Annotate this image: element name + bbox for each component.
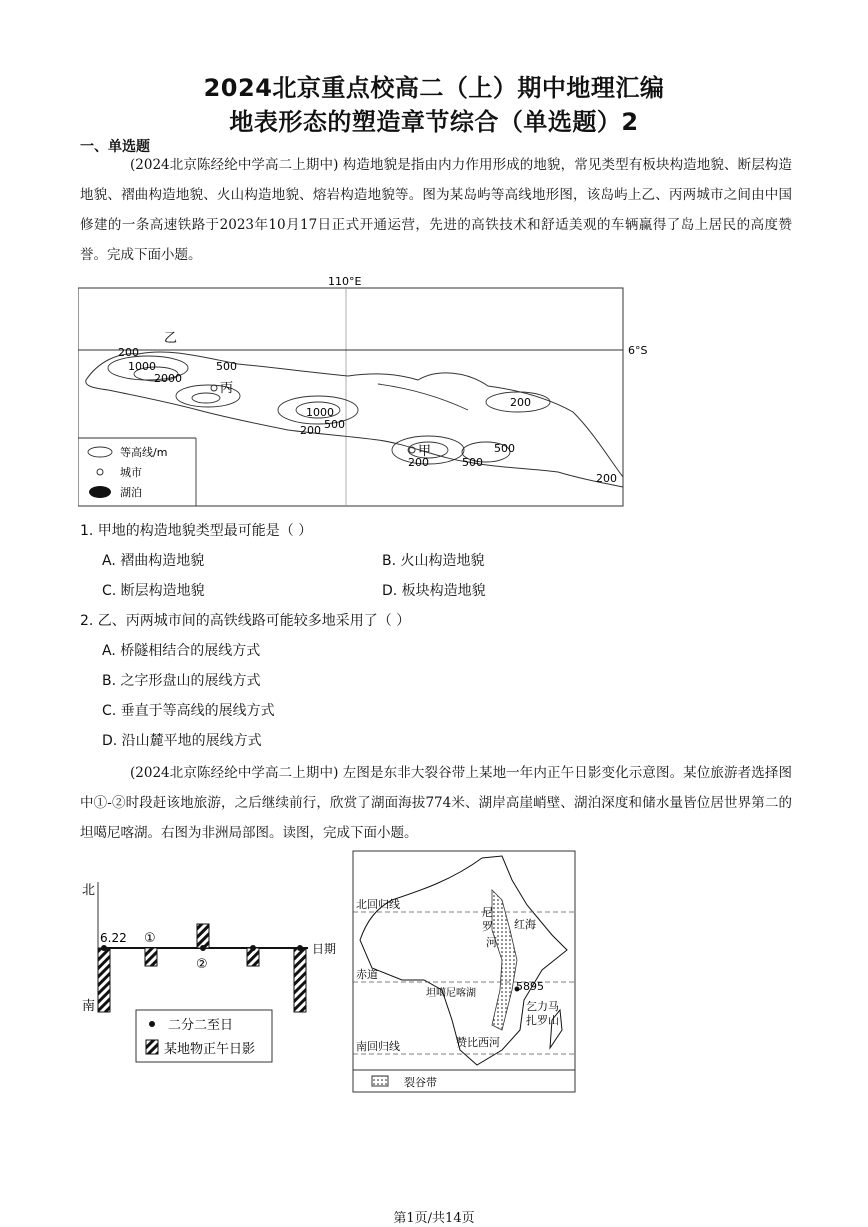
q2-option-a[interactable]: A. 桥隧相结合的展线方式 [102, 643, 261, 659]
shadow-bar [197, 924, 209, 948]
question-2-stem: 2. 乙、丙两城市间的高铁线路可能较多地采用了（ ） [80, 613, 411, 629]
contour-label: 2000 [154, 372, 182, 385]
question-1-stem: 1. 甲地的构造地貌类型最可能是（ ） [80, 523, 313, 539]
contour-label: 1000 [128, 360, 156, 373]
nile-label-3: 河 [486, 936, 497, 949]
nile-label-1: 尼 [482, 906, 493, 919]
axis-date-label: 日期 [312, 942, 337, 956]
doc-title-line2: 地表形态的塑造章节综合（单选题）2 [229, 108, 639, 136]
tropic-n-label: 北回归线 [356, 898, 400, 911]
solstice-dot [297, 945, 303, 951]
solstice-dot [200, 945, 206, 951]
contour-label: 200 [596, 472, 617, 485]
legend-dot-icon [149, 1021, 155, 1027]
rift-legend-label: 裂谷带 [404, 1076, 437, 1089]
contour-label: 500 [324, 418, 345, 431]
legend-lake-label: 湖泊 [120, 486, 142, 499]
peak-label: 5895 [516, 980, 544, 993]
mark-2-label: ② [196, 957, 208, 972]
q1-option-a[interactable]: A. 褶曲构造地貌 [102, 553, 205, 569]
legend-contour-label: 等高线/m [120, 446, 168, 459]
tanganyika-label: 坦噶尼喀湖 [426, 988, 476, 999]
contour-label: 200 [408, 456, 429, 469]
date-start-label: 6.22 [100, 931, 127, 945]
q2-option-d[interactable]: D. 沿山麓平地的展线方式 [102, 733, 262, 749]
lon-label: 110°E [328, 275, 362, 288]
q1-option-c[interactable]: C. 断层构造地貌 [102, 583, 205, 599]
section-heading: 一、单选题 [80, 139, 150, 155]
shadow-bar [294, 948, 306, 1012]
lat-label: 6°S [628, 344, 648, 357]
solstice-dot [250, 945, 256, 951]
city-yi-label: 乙 [164, 331, 178, 346]
q2-option-b[interactable]: B. 之字形盘山的展线方式 [102, 673, 261, 689]
contour-label: 200 [300, 424, 321, 437]
city-bing-label: 丙 [220, 381, 234, 396]
zambezi-label: 赞比西河 [456, 1036, 500, 1049]
contour-label: 1000 [306, 406, 334, 419]
contour-label: 500 [494, 442, 515, 455]
south-label: 南 [82, 999, 96, 1014]
contour-label: 200 [510, 396, 531, 409]
shadow-bar [98, 948, 110, 1012]
rift-legend-icon [372, 1076, 388, 1086]
page-footer: 第1页/共14页 [393, 1211, 475, 1226]
africa-map [352, 850, 577, 1094]
place-jia-label: 甲 [418, 444, 432, 459]
legend-dot-label: 二分二至日 [168, 1018, 234, 1033]
equator-label: 赤道 [356, 968, 378, 981]
q1-option-d[interactable]: D. 板块构造地貌 [382, 583, 486, 599]
passage-2 [80, 758, 792, 848]
shadow-bar [145, 948, 157, 966]
legend-lake-icon [89, 486, 111, 498]
legend-bar-icon [146, 1040, 158, 1054]
contour-label: 200 [118, 346, 139, 359]
mark-1-label: ① [144, 931, 156, 946]
doc-title-line1: 2024北京重点校高二（上）期中地理汇编 [203, 74, 665, 102]
island-contour-map [78, 272, 658, 512]
legend-bar-label: 某地物正午日影 [164, 1042, 256, 1057]
kilimanjaro-label-2: 扎罗山 [526, 1014, 559, 1027]
legend-city-label: 城市 [120, 466, 142, 479]
q2-option-c[interactable]: C. 垂直于等高线的展线方式 [102, 703, 275, 719]
noon-shadow-chart [76, 878, 346, 1068]
city-bing-dot [211, 385, 217, 391]
north-label: 北 [82, 883, 96, 898]
tropic-s-label: 南回归线 [356, 1040, 400, 1053]
contour-label: 500 [216, 360, 237, 373]
q1-option-b[interactable]: B. 火山构造地貌 [382, 553, 485, 569]
contour-label: 500 [462, 456, 483, 469]
nile-label-2: 罗 [482, 920, 493, 933]
passage-1 [80, 150, 792, 270]
kilimanjaro-label-1: 乞力马 [526, 1000, 559, 1013]
solstice-dot [101, 945, 107, 951]
passage-1-text: (2024北京陈经纶中学高二上期中) 构造地貌是指由内力作用形成的地貌，常见类型有板块构造地貌、断层构造地貌、褶曲构造地貌、火山构造地貌、熔岩构造地貌等。图为某岛屿等高线地形图，该岛屿上乙、丙两城市之间由中国修建的一条高速铁路于2023年10月17日正式开通运营，先进的高铁技术和舒适美观的车辆赢得了岛上居民的高度赞誉。完成下面小题。 [80, 157, 792, 263]
red-sea-label: 红海 [514, 918, 536, 931]
legend-city-icon [97, 469, 103, 475]
passage-2-text: (2024北京陈经纶中学高二上期中) 左图是东非大裂谷带上某地一年内正午日影变化示意图。某位旅游者选择图中①-②时段赶该地旅游，之后继续前行，欣赏了湖面海拔774米、湖岸高崖峭壁、湖泊深度和储水量皆位居世界第二的坦噶尼喀湖。右图为非洲局部图。读图，完成下面小题。 [80, 765, 792, 841]
